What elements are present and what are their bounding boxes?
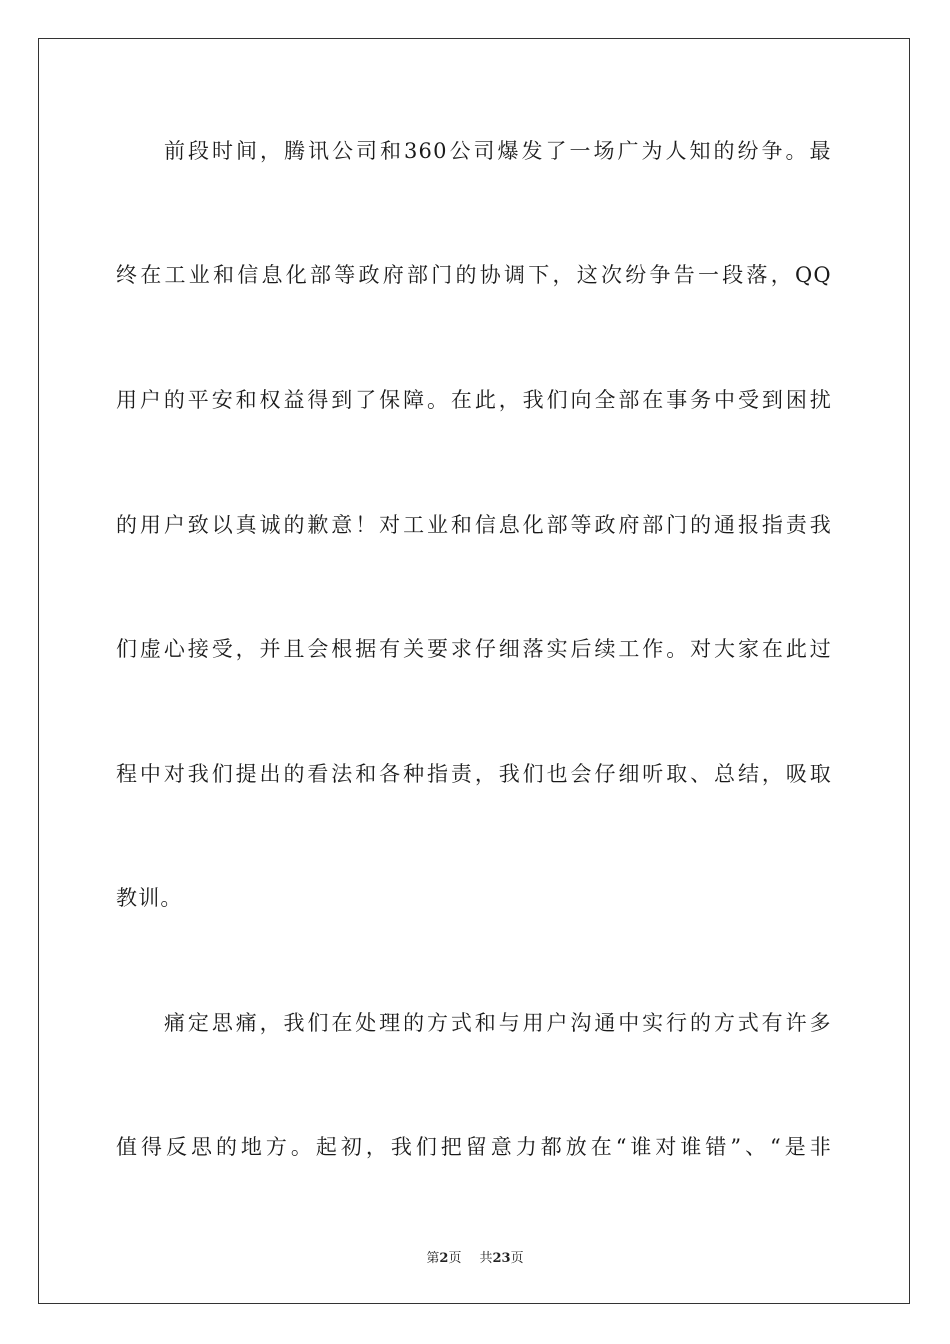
footer-total-suffix: 页 bbox=[510, 1251, 524, 1266]
paragraph-2-line-2: 值 得 反 思 的 地 方 。 起 初 ， 我 们 把 留 意 力 都 放 在 “ 谁 对 谁 错 ” 、 “ 是 非 bbox=[116, 1135, 832, 1159]
paragraph-1-line-7: 教训。 bbox=[116, 886, 183, 910]
footer-page-prefix: 第 bbox=[426, 1251, 440, 1266]
footer-page-current: 2 bbox=[439, 1251, 449, 1266]
paragraph-1-line-1: 前 段 时 间 ， 腾 讯 公 司 和 360 公 司 爆 发 了 一 场 广 为 人 知 的 纷 争 。 最 bbox=[164, 139, 832, 163]
footer-page-total: 23 bbox=[492, 1251, 511, 1266]
paragraph-2-line-1: 痛 定 思 痛 ， 我 们 在 处 理 的 方 式 和 与 用 户 沟 通 中 实 行 的 方 式 有 许 多 bbox=[164, 1011, 832, 1035]
paragraph-1-line-4: 的 用 户 致 以 真 诚 的 歉 意 ！ 对 工 业 和 信 息 化 部 等 政 府 部 门 的 通 报 指 责 我 bbox=[116, 513, 832, 537]
page-footer bbox=[0, 1247, 950, 1266]
paragraph-1-line-2: 终 在 工 业 和 信 息 化 部 等 政 府 部 门 的 协 调 下 ， 这 次 纷 争 告 一 段 落 ， QQ bbox=[116, 263, 832, 287]
page-border bbox=[38, 38, 910, 1304]
paragraph-1-line-5: 们 虚 心 接 受 ， 并 且 会 根 据 有 关 要 求 仔 细 落 实 后 续 工 作 。 对 大 家 在 此 过 bbox=[116, 637, 832, 661]
paragraph-1-line-6: 程 中 对 我 们 提 出 的 看 法 和 各 种 指 责 ， 我 们 也 会 仔 细 听 取 、 总 结 ， 吸 取 bbox=[116, 762, 832, 786]
paragraph-1-line-3: 用 户 的 平 安 和 权 益 得 到 了 保 障 。 在 此 ， 我 们 向 全 部 在 事 务 中 受 到 困 扰 bbox=[116, 388, 832, 412]
footer-total-prefix: 共 bbox=[479, 1251, 493, 1266]
footer-page-suffix: 页 bbox=[448, 1251, 462, 1266]
